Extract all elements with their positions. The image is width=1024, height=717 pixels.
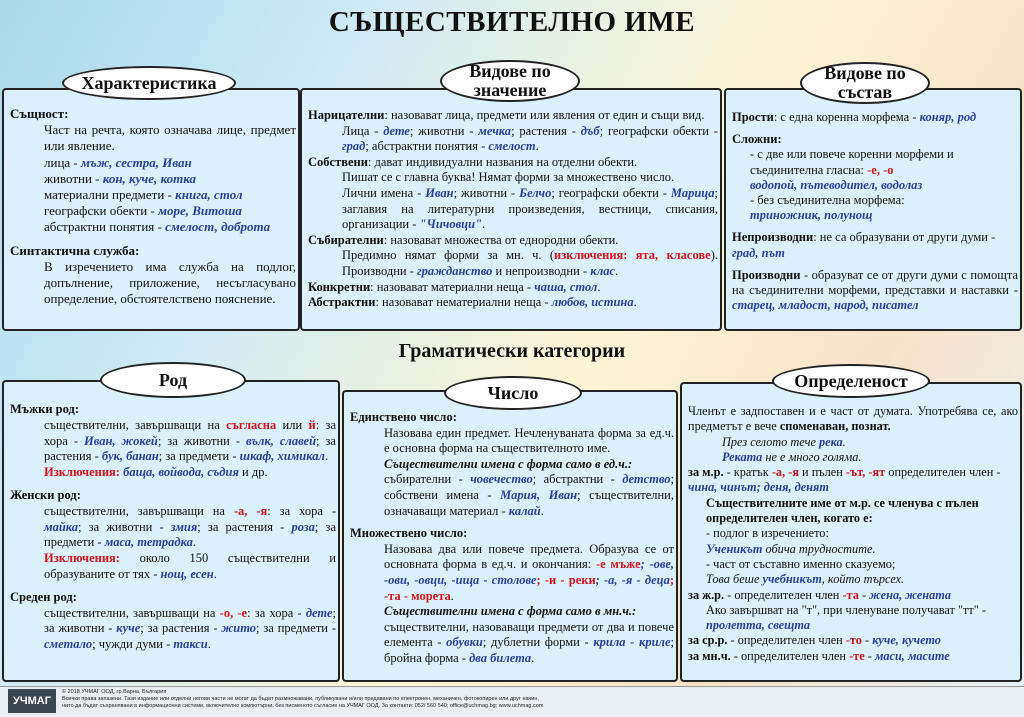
number-content — [350, 410, 674, 667]
fem-text: съществителни, завършващи на -а, -я: за хора - майка; за животни - змия; за растения - роза; за предмети - маса, тетрадка. — [44, 503, 336, 550]
concrete-line: Конкретни: назовават материални неща - чаша, стол. — [308, 279, 601, 294]
abstract-line: Абстрактни: назовават нематериални неща - любов, истина. — [308, 295, 637, 310]
def-example2: Реката не е много голяма. — [722, 449, 862, 464]
proper-line: Собствени: дават индивидуални названия на отделни обекти. — [308, 154, 638, 169]
def-rule1: - подлог в изречението: — [706, 526, 829, 541]
complex-example2: триножник, полунощ — [750, 208, 873, 223]
gender-header: Род — [100, 362, 246, 398]
plur-label: Множествено число: — [350, 526, 468, 541]
publisher-logo: УЧМАГ — [8, 689, 56, 713]
sing-only-label: Съществителни имена с форма само в ед.ч.: — [384, 456, 633, 471]
proper-examples: Лични имена - Иван; животни - Белчо; географски обекти - Марица; заглавия на литературни произведения, вестници, списания, организации - "Чичовци". — [342, 185, 718, 232]
copyright-text: © 2018 УЧМАГ ООД, гр.Варна, България Всички права запазени. Тази издание или отделни негови части не могат да бъдат размножавани, публикувани и/или предавани по електронен, механичен, фотокопирен или друг начин, нито да бъдат съхранявани в информационни системи, включително компютърни, без писменото съгласие на УЧМАГ ООД. За контакти: 052/ 560 540; office@uchmag.bg; www.uchmag.com — [62, 689, 544, 709]
meaning-content — [308, 108, 718, 311]
proper-line2: Пишат се с главна буква! Нямат форми за множествено число. — [342, 170, 675, 185]
neut-label: Среден род: — [10, 589, 77, 604]
faces-line: лица - мъж, сестра, Иван — [44, 154, 192, 170]
sing-text: Назовава един предмет. Нечленуваната форма за ед.ч. е основна форма на съществителното име. — [384, 425, 674, 456]
definiteness-header: Определеност — [772, 364, 930, 398]
masc-exceptions: Изключения: баща, войвода, съдия и др. — [44, 465, 268, 480]
def-plur: за мн.ч. - определителен член -те - маси, масите — [688, 648, 950, 663]
common-examples: Лица - дете; животни - мечка; растения - дъб; географски обекти - град; абстрактни понятия - смелост. — [342, 123, 718, 154]
structure-content — [732, 110, 1018, 313]
complex-line1: - с две или повече коренни морфеми и съединителна гласна: -е, -о — [750, 147, 954, 177]
nonderived-line: Непроизводни: не са образувани от други думи - град, път — [732, 230, 996, 260]
def-masc: за м.р. - кратък -а, -я и пълен -ът, -ят определителен член - чина, чинът; деня, денят — [688, 465, 1001, 495]
def-fem: за ж.р. - определителен член -та - жена, жената — [688, 587, 951, 602]
fem-label: Женски род: — [10, 487, 81, 502]
def-neut: за ср.р. - определителен член -то - куче, кучето — [688, 633, 941, 648]
sing-only-text: събирателни - човечество; абстрактни - детство; собствени имена - Мария, Иван; съществителни, означаващи материал - калай. — [384, 472, 675, 518]
def-rule: Съществителните име от м.р. се членува с пълен определителен член, когато е: — [706, 495, 979, 526]
footer — [0, 686, 1024, 717]
collective-line: Събирателни: назовават множества от еднородни обекти. — [308, 232, 619, 247]
plur-only-text: съществителни, назоваващи предмети от два и повече елемента - обувки; дублетни форми - крила - криле; бройна форма - два билета. — [384, 619, 674, 665]
fem-exceptions: Изключения: около 150 съществителни и образуваните от тях - нощ, есен. — [44, 551, 336, 581]
material-line: материални предмети - книга, стол — [44, 187, 243, 203]
derived-line: Производни - образуват се от други думи с помощта на съединителни морфеми, представки и наставки - старец, младост, народ, писател — [732, 267, 1018, 313]
characteristics-content — [10, 106, 296, 307]
common-line: Нарицателни: назовават лица, предмети или явления от един и същи вид. — [308, 108, 705, 122]
def-intro: Членът е задпоставен и е част от думата. Употребява се, ако предметът е вече споменаван, познат. — [688, 404, 1018, 434]
syntax-label: Синтактична служба: — [10, 242, 140, 258]
complex-label: Сложни: — [732, 132, 782, 147]
nature-text: Част на речта, която означава лице, предмет или явление. — [44, 122, 296, 154]
gender-content — [10, 402, 336, 653]
masc-text: съществителни, завършващи на съгласна или й: за хора - Иван, жокей; за животни - вълк, славей; за растения - бук, банан; за предмети - шкаф, химикал. — [44, 417, 337, 464]
simple-line: Прости: с една коренна морфема - коняр, род — [732, 110, 977, 124]
complex-example1: водопой, пътеводител, водолаз — [750, 177, 923, 192]
characteristics-header: Характеристика — [62, 66, 236, 100]
plur-only-label: Съществителни имена с форма само в мн.ч.: — [384, 604, 637, 619]
collective-details: Предимно нямат форми за мн. ч. (изключения: ята, класове). Производни - гражданство и непроизводни - клас. — [342, 248, 719, 278]
syntax-text: В изречението има служба на подлог, допълнение, приложение, несъгласувано определение, обстоятелствено пояснение. — [44, 258, 296, 307]
animals-line: животни - кон, куче, котка — [44, 170, 196, 186]
page-title: СЪЩЕСТВИТЕЛНО ИМЕ — [328, 6, 696, 38]
def-fem-rule: Ако завършват на "т", при членуване получават "тт" - пролетта, свещта — [706, 602, 986, 633]
neut-text: съществителни, завършващи на -о, -е: за хора - дете; за животни - куче; за растения - жито; за предмети - сметало; чужди думи - такси. — [44, 605, 337, 652]
geo-line: географски обекти - море, Витоша — [44, 203, 242, 219]
nature-label: Същност: — [10, 106, 69, 121]
complex-line2: - без съединителна морфема: — [750, 193, 905, 208]
masc-label: Мъжки род: — [10, 402, 80, 416]
section-title: Граматически категории — [398, 340, 626, 362]
sing-label: Единствено число: — [350, 410, 457, 424]
def-rule1-example: Ученикът обича трудностите. — [706, 541, 876, 556]
def-rule2-example: Това беше учебникът, който търсех. — [706, 572, 905, 587]
number-header: Число — [444, 376, 582, 410]
gender-panel — [2, 380, 340, 682]
abstract-line: абстрактни понятия - смелост, доброта — [44, 219, 271, 235]
definiteness-content — [688, 404, 1018, 664]
meaning-header: Видове по значение — [440, 60, 580, 102]
plur-text: Назовава два или повече предмета. Образува се от основната форма в ед.ч. и окончания: -е мъже; -ове, -ови, -овци, -ища - столове; -и - реки; -а, -я - деца; -та - морета. — [384, 541, 675, 603]
characteristics-panel — [2, 88, 300, 331]
def-example1: През селото тече река. — [722, 434, 846, 449]
structure-header: Видове по състав — [800, 62, 930, 104]
meaning-panel — [300, 88, 722, 331]
def-rule2: - част от съставно именно сказуемо; — [706, 556, 896, 571]
number-panel — [342, 390, 678, 682]
structure-panel — [724, 88, 1022, 331]
definiteness-panel — [680, 382, 1022, 682]
